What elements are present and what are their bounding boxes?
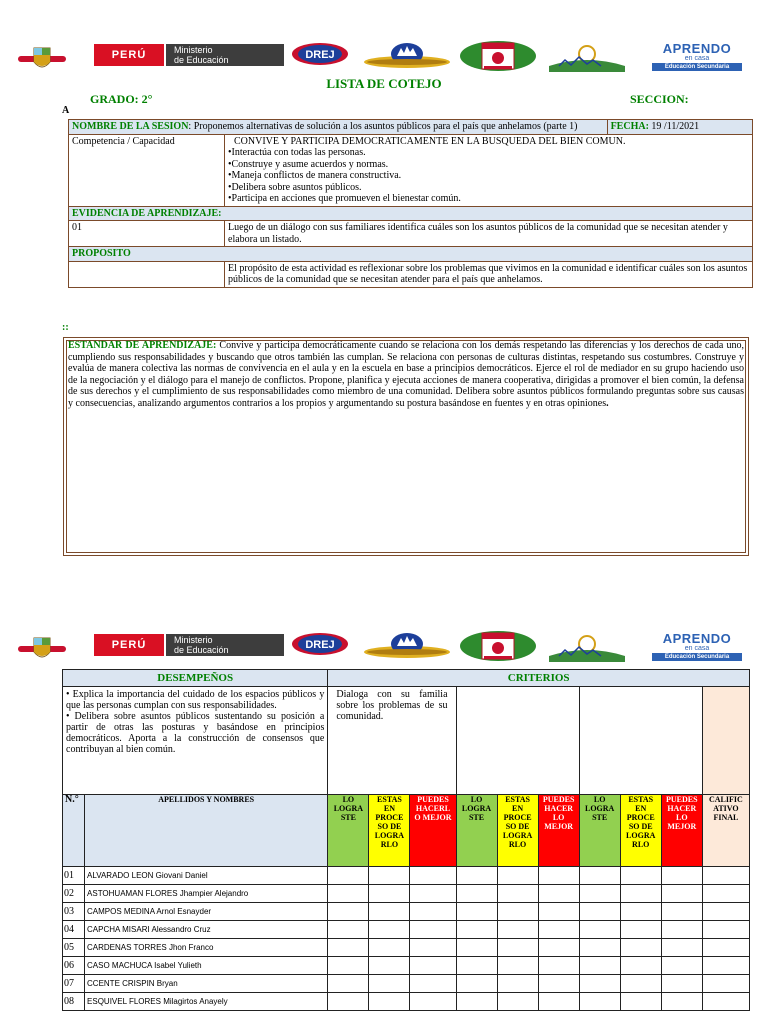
student-number: 03 [63,903,85,921]
final-grade-cell[interactable] [702,939,749,957]
capacidad-item: • Maneja conflictos de manera constructiva. [228,170,749,182]
grade-cell[interactable] [661,867,702,885]
grade-cell[interactable] [369,867,410,885]
session-name-value: : Proponemos alternativas de solución a los asuntos públicos para el país que anhelamos (parte 1) [188,121,578,132]
grade-cell[interactable] [661,975,702,993]
grade-cell[interactable] [456,975,497,993]
estandar-box [63,337,749,556]
estandar-label: ESTANDAR DE APRENDIZAJE: [68,340,217,351]
drej-text: DREJ [305,639,335,651]
grade-cell[interactable] [410,903,456,921]
grade-cell[interactable] [456,957,497,975]
peru-coat-of-arms-icon [18,636,66,664]
grade-cell[interactable] [579,921,620,939]
grade-cell[interactable] [456,939,497,957]
en-proceso-header: ESTAS EN PROCE SO DE LOGRA RLO [620,795,661,867]
evidencia-number: 01 [69,221,225,247]
session-name-cell [69,120,608,135]
session-table [68,119,753,288]
grado-label: GRADO: 2° [90,92,153,106]
proposito-label: PROPOSITO [69,247,753,262]
grade-cell[interactable] [579,975,620,993]
grade-cell[interactable] [328,975,369,993]
student-number: 06 [63,957,85,975]
student-row [63,885,750,903]
final-grade-cell[interactable] [702,867,749,885]
grade-cell[interactable] [620,993,661,1011]
desempeno-item: • Explica la importancia del cuidado de los espacios públicos y que las personas cumplan con sus responsabilidades. [66,689,325,711]
student-row [63,975,750,993]
desempeno-item: • Delibera sobre asuntos públicos sustentando su posición a partir de otras las posturas y basándose en principios democráticos. Aporta a la construcción de consensos que contribuyan al bien común. [66,711,325,755]
competencia-label: Competencia / Capacidad [69,134,225,206]
grade-cell[interactable] [620,867,661,885]
grade-cell[interactable] [661,993,702,1011]
grade-cell[interactable] [369,885,410,903]
final-grade-cell[interactable] [702,885,749,903]
ministerio-line2: de Educación [174,55,229,65]
page-title: LISTA DE COTEJO [326,76,442,91]
ministerio-line1: Ministerio [174,45,213,55]
evaluation-grid [62,669,750,1011]
grade-cell[interactable] [328,939,369,957]
grade-cell[interactable] [579,885,620,903]
grade-cell[interactable] [579,993,620,1011]
ugel-logo-icon [362,630,452,664]
grade-cell[interactable] [497,903,538,921]
grade-cell[interactable] [497,957,538,975]
grade-cell[interactable] [410,921,456,939]
grade-cell[interactable] [497,867,538,885]
grade-cell[interactable] [538,975,579,993]
evidencia-label: EVIDENCIA DE APRENDIZAJE: [69,206,753,221]
en-casa-text: en casa [684,645,710,652]
student-number: 08 [63,993,85,1011]
grade-cell[interactable] [497,975,538,993]
student-name: CCENTE CRISPIN Bryan [85,975,328,993]
student-name: CARDENAS TORRES Jhon Franco [85,939,328,957]
evidencia-text: Luego de un diálogo con sus familiares identifica cuáles son los asuntos públicos de la comunidad que se necesitan atender y elabora un listado. [225,221,753,247]
grade-cell[interactable] [410,885,456,903]
grade-cell[interactable] [456,921,497,939]
grade-cell[interactable] [538,921,579,939]
grade-cell[interactable] [661,921,702,939]
grade-cell[interactable] [497,939,538,957]
en-casa-text: en casa [684,55,710,62]
ministerio-label [166,44,284,66]
grade-cell[interactable] [538,885,579,903]
final-grade-cell[interactable] [702,903,749,921]
peru-coat-of-arms-icon [18,46,66,74]
grade-cell[interactable] [456,903,497,921]
student-row [63,867,750,885]
final-grade-cell[interactable] [702,957,749,975]
student-name: CAPCHA MISARI Alessandro Cruz [85,921,328,939]
fecha-label: FECHA: [610,121,649,132]
grade-cell[interactable] [538,903,579,921]
margin-mark-colon: :: [62,322,69,333]
grade-cell[interactable] [369,975,410,993]
grade-cell[interactable] [620,903,661,921]
ministerio-label [166,634,284,656]
secundaria-text: Educación Secundaria [652,653,742,661]
school-crest-icon [458,630,538,662]
grade-cell[interactable] [579,867,620,885]
en-proceso-header: ESTAS EN PROCE SO DE LOGRA RLO [369,795,410,867]
grade-cell[interactable] [620,939,661,957]
grade-cell[interactable] [538,993,579,1011]
grade-cell[interactable] [369,903,410,921]
grade-cell[interactable] [538,867,579,885]
student-number: 05 [63,939,85,957]
school-logo-icon [545,44,629,74]
criterios-header: CRITERIOS [328,670,750,687]
grade-cell[interactable] [661,885,702,903]
student-number: 01 [63,867,85,885]
grade-cell[interactable] [456,993,497,1011]
session-name-label: NOMBRE DE LA SESION [72,121,189,132]
lo-lograste-header: LO LOGRA STE [328,795,369,867]
capacidad-item: • Interactúa con todas las personas. [228,147,749,159]
desempenos-header: DESEMPEÑOS [63,670,328,687]
grade-cell[interactable] [328,903,369,921]
grade-cell[interactable] [579,939,620,957]
estandar-end: . [606,397,609,409]
grade-cell[interactable] [497,885,538,903]
drej-logo-icon [290,42,350,66]
competencia-cell [225,134,753,206]
grade-cell[interactable] [620,885,661,903]
student-name: ALVARADO LEON Giovani Daniel [85,867,328,885]
aprendo-text: APRENDO [662,41,732,56]
puedes-mejor-header: PUEDES HACER LO MEJOR [661,795,702,867]
grade-cell[interactable] [456,885,497,903]
grade-cell[interactable] [369,921,410,939]
calificativo-final-header: CALIFIC ATIVO FINAL [702,795,749,867]
grade-cell[interactable] [410,957,456,975]
student-name: ESQUIVEL FLORES Milagirtos Anayely [85,993,328,1011]
drej-logo-icon [290,632,350,656]
grade-cell[interactable] [497,993,538,1011]
fecha-cell [607,120,752,135]
ministerio-line1: Ministerio [174,635,213,645]
student-row [63,939,750,957]
desempenos-cell [63,687,328,795]
puedes-mejor-header: PUEDES HACERL O MEJOR [410,795,456,867]
number-header: N.° [63,795,85,867]
aprendo-text: APRENDO [662,631,732,646]
grade-cell[interactable] [328,867,369,885]
fecha-value: 19 /11/2021 [648,121,700,132]
capacidades-list [228,147,749,205]
capacidad-item: • Participa en acciones que promueven el bienestar común. [228,193,749,205]
school-logo-icon [545,634,629,664]
student-number: 04 [63,921,85,939]
grade-cell[interactable] [410,939,456,957]
grade-cell[interactable] [410,867,456,885]
grade-cell[interactable] [661,939,702,957]
grade-cell[interactable] [410,975,456,993]
drej-text: DREJ [305,49,335,61]
aprendo-en-casa-logo [652,632,742,658]
criterio-final-cell [702,687,749,795]
ministerio-line2: de Educación [174,645,229,655]
student-name: ASTOHUAMAN FLORES Jhampier Alejandro [85,885,328,903]
grade-cell[interactable] [538,957,579,975]
final-grade-cell[interactable] [702,993,749,1011]
capacidad-item: • Delibera sobre asuntos públicos. [228,182,749,194]
peru-label: PERÚ [94,634,164,656]
capacidad-item: • Construye y asume acuerdos y normas. [228,159,749,171]
grade-cell[interactable] [456,867,497,885]
final-grade-cell[interactable] [702,975,749,993]
grade-cell[interactable] [369,939,410,957]
grade-cell[interactable] [328,993,369,1011]
grade-cell[interactable] [620,957,661,975]
grade-cell[interactable] [328,921,369,939]
grade-cell[interactable] [328,957,369,975]
margin-mark-a: A [62,105,70,116]
school-crest-icon [458,40,538,72]
criterio-cell-empty [456,687,579,795]
student-name: CASO MACHUCA Isabel Yulieth [85,957,328,975]
student-number: 07 [63,975,85,993]
grade-cell[interactable] [369,993,410,1011]
ugel-logo-icon [362,40,452,74]
logo-banner-page2 [18,630,750,670]
secundaria-text: Educación Secundaria [652,63,742,71]
proposito-text: El propósito de esta actividad es reflexionar sobre los problemas que vivimos en la comunidad e identificar cuáles son los asuntos públicos de la comunidad que se necesitan atender para el país que anhelamos. [225,261,753,287]
grade-cell[interactable] [538,939,579,957]
grade-cell[interactable] [661,903,702,921]
student-name: CAMPOS MEDINA Arnol Esnayder [85,903,328,921]
grade-cell[interactable] [620,975,661,993]
grade-cell[interactable] [497,921,538,939]
criterio-cell-empty [579,687,702,795]
student-row [63,921,750,939]
puedes-mejor-header: PUEDES HACER LO MEJOR [538,795,579,867]
lo-lograste-header: LO LOGRA STE [456,795,497,867]
peru-label: PERÚ [94,44,164,66]
logo-banner [18,40,750,80]
criterio-cell: Dialoga con su familia sobre los problemas de su comunidad. [328,687,456,795]
grade-cell[interactable] [579,903,620,921]
grade-cell[interactable] [328,885,369,903]
student-row [63,993,750,1011]
grade-cell[interactable] [579,957,620,975]
seccion-label: SECCION: [630,92,689,106]
grade-cell[interactable] [410,993,456,1011]
grade-cell[interactable] [369,957,410,975]
grade-cell[interactable] [620,921,661,939]
student-row [63,957,750,975]
en-proceso-header: ESTAS EN PROCE SO DE LOGRA RLO [497,795,538,867]
student-number: 02 [63,885,85,903]
names-header: APELLIDOS Y NOMBRES [85,795,328,867]
grade-cell[interactable] [661,957,702,975]
lo-lograste-header: LO LOGRA STE [579,795,620,867]
final-grade-cell[interactable] [702,921,749,939]
aprendo-en-casa-logo [652,42,742,68]
estandar-text: Convive y participa democráticamente cuando se relaciona con los demás respetando las diferencias y los derechos de cada uno, cumpliendo sus responsabilidades y buscando que otros también las cumplan. Se relaciona con personas de culturas distintas, respetando sus costumbres. Construye y evalúa de manera colectiva las normas de convivencia en el aula y en la escuela en base a principios democráticos. Ejerce el rol de mediador en su grupo haciendo uso de la negociación y el diálogo para el manejo de conflictos. Propone, planifica y ejecuta acciones de manera cooperativa, dirigidas a promover el bien común, la defensa de sus derechos y el cumplimiento de sus responsabilidades como miembro de una comunidad. Delibera sobre asuntos públicos formulando preguntas sobre sus causas y consecuencias, analizando argumentos contrarios a los propios y argumentando su postura basándose en fuentes y en otras opiniones [68,340,744,409]
student-row [63,903,750,921]
competencia-title: CONVIVE Y PARTICIPA DEMOCRATICAMENTE EN LA BUSQUEDA DEL BIEN COMUN. [234,135,626,147]
